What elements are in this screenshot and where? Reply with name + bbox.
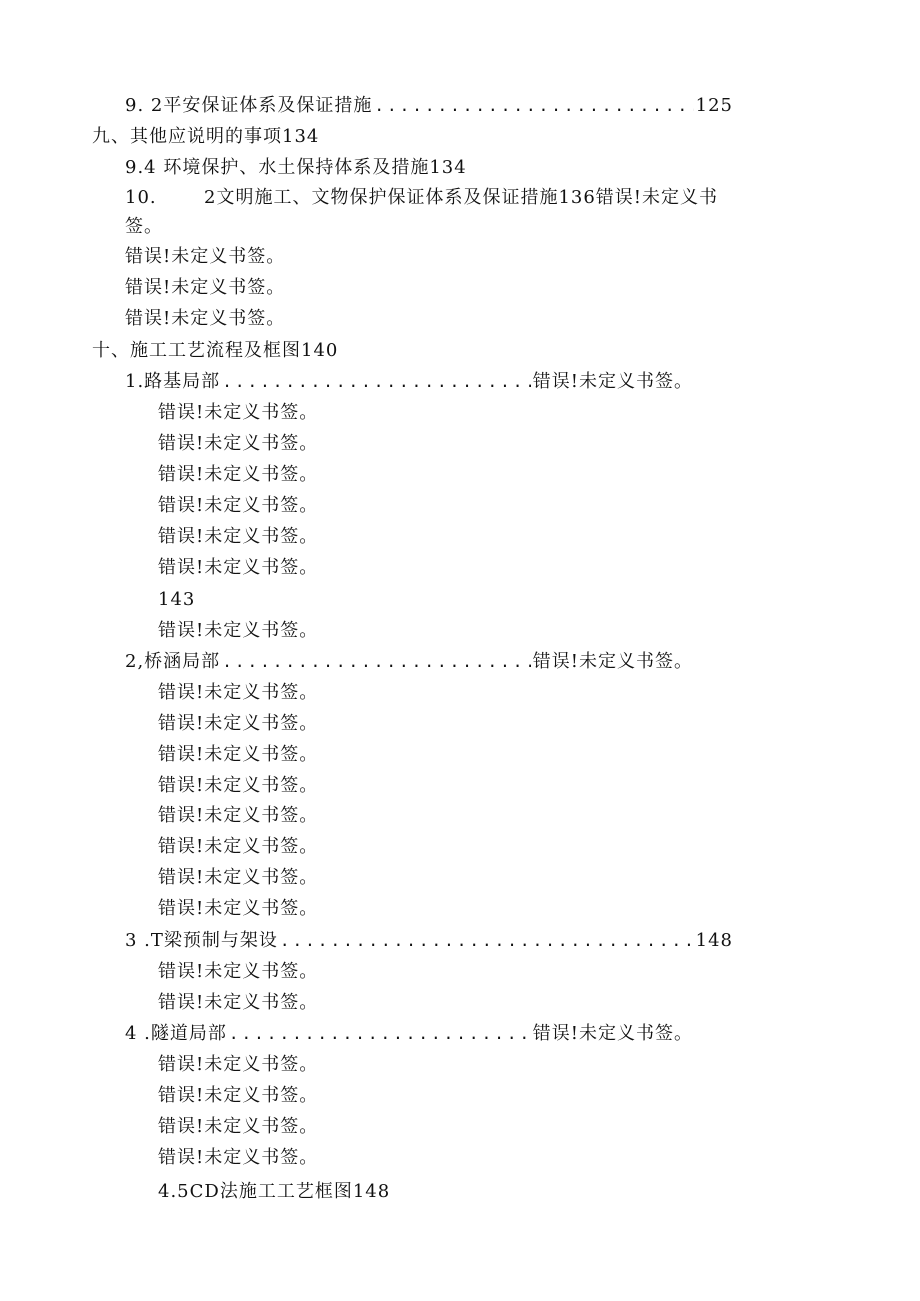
toc-entry-number: 10. bbox=[125, 187, 157, 208]
toc-entry-continuation: 签。 bbox=[125, 216, 163, 237]
bookmark-error: 错误!未定义书签。 bbox=[158, 713, 319, 734]
bookmark-error: 错误!未定义书签。 bbox=[158, 775, 319, 796]
bookmark-error: 错误!未定义书签。 bbox=[158, 1054, 319, 1075]
bookmark-error: 错误!未定义书签。 bbox=[158, 867, 319, 888]
toc-entry[interactable]: 2文明施工、文物保护保证体系及保证措施136错误!未定义书 bbox=[204, 187, 719, 208]
toc-entry-page: 错误!未定义书签。 bbox=[532, 1023, 693, 1044]
bookmark-error: 错误!未定义书签。 bbox=[158, 620, 319, 641]
dot-leader bbox=[374, 94, 693, 118]
bookmark-error: 错误!未定义书签。 bbox=[158, 557, 319, 578]
toc-entry[interactable] bbox=[125, 650, 693, 674]
bookmark-error: 错误!未定义书签。 bbox=[158, 992, 319, 1013]
toc-entry[interactable] bbox=[125, 1022, 693, 1046]
bookmark-error: 错误!未定义书签。 bbox=[125, 246, 286, 267]
toc-entry-label: 1.路基局部 bbox=[125, 371, 221, 392]
bookmark-error: 错误!未定义书签。 bbox=[158, 402, 319, 423]
bookmark-error: 错误!未定义书签。 bbox=[158, 805, 319, 826]
bookmark-error: 错误!未定义书签。 bbox=[125, 277, 286, 298]
bookmark-error: 错误!未定义书签。 bbox=[158, 464, 319, 485]
bookmark-error: 错误!未定义书签。 bbox=[158, 1085, 319, 1106]
toc-entry[interactable]: 九、其他应说明的事项134 bbox=[92, 126, 320, 147]
bookmark-error: 错误!未定义书签。 bbox=[158, 961, 319, 982]
bookmark-error: 错误!未定义书签。 bbox=[158, 526, 319, 547]
dot-leader bbox=[222, 650, 531, 674]
bookmark-error: 错误!未定义书签。 bbox=[158, 744, 319, 765]
toc-entry[interactable] bbox=[125, 929, 733, 953]
bookmark-error: 错误!未定义书签。 bbox=[158, 836, 319, 857]
dot-leader bbox=[229, 1022, 531, 1046]
bookmark-error: 错误!未定义书签。 bbox=[125, 308, 286, 329]
dot-leader bbox=[222, 370, 531, 394]
toc-entry-page: 148 bbox=[695, 930, 733, 951]
toc-entry[interactable] bbox=[125, 94, 733, 118]
dot-leader bbox=[280, 929, 694, 953]
bookmark-error: 错误!未定义书签。 bbox=[158, 898, 319, 919]
toc-entry[interactable] bbox=[125, 370, 693, 394]
toc-entry-page: 错误!未定义书签。 bbox=[532, 371, 693, 392]
toc-entry-label: 2,桥涵局部 bbox=[125, 651, 221, 672]
toc-entry-label: 3 .T梁预制与架设 bbox=[125, 930, 278, 951]
toc-entry-page: 错误!未定义书签。 bbox=[532, 651, 693, 672]
toc-entry[interactable]: 4.5CD法施工工艺框图148 bbox=[158, 1181, 391, 1202]
bookmark-error: 错误!未定义书签。 bbox=[158, 433, 319, 454]
toc-entry-label: 9. 2平安保证体系及保证措施 bbox=[125, 95, 373, 116]
bookmark-error: 错误!未定义书签。 bbox=[158, 1147, 319, 1168]
bookmark-error: 错误!未定义书签。 bbox=[158, 682, 319, 703]
toc-entry-page: 125 bbox=[695, 95, 733, 116]
bookmark-error: 错误!未定义书签。 bbox=[158, 495, 319, 516]
toc-entry[interactable]: 9.4 环境保护、水土保持体系及措施134 bbox=[125, 157, 467, 178]
bookmark-error: 错误!未定义书签。 bbox=[158, 1116, 319, 1137]
page-number-text: 143 bbox=[158, 589, 196, 610]
toc-entry[interactable]: 十、施工工艺流程及框图140 bbox=[92, 340, 339, 361]
toc-entry-label: 4 .隧道局部 bbox=[125, 1023, 227, 1044]
